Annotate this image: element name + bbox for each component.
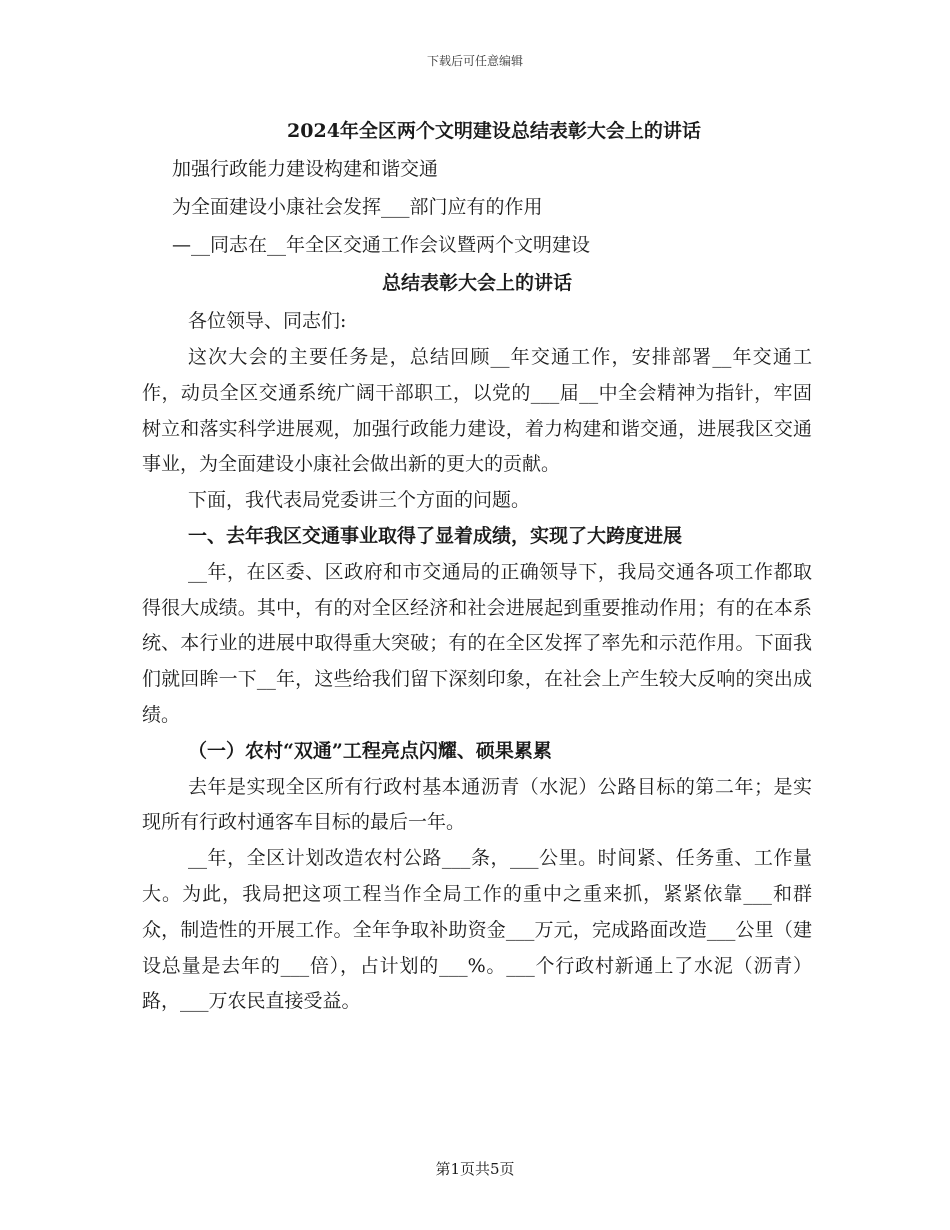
paragraph-intro: 这次大会的主要任务是，总结回顾__年交通工作，安排部署__年交通工作，动员全区交通系统广阔干部职工，以党的___届__中全会精神为指针，牢固树立和落实科学进展观，加强行政能力建设，着力构建和谐交通，进展我区交通事业，为全面建设小康社会做出新的更大的贡献。 xyxy=(142,346,812,476)
section-heading-1: 一、去年我区交通事业取得了显着成绩，实现了大跨度进展 xyxy=(188,524,683,547)
section-1-paragraph: __年，在区委、区政府和市交通局的正确领导下，我局交通各项工作都取得很大成绩。其中，有的对全区经济和社会进展起到重要推动作用；有的在本系统、本行业的进展中取得重大突破；有的在全区发挥了率先和示范作用。下面我们就回眸一下__年，这些给我们留下深刻印象，在社会上产生较大反响的突出成绩。 xyxy=(142,560,812,726)
subtitle-bold: 总结表彰大会上的讲话 xyxy=(381,272,572,294)
subtitle-line-2: 为全面建设小康社会发挥___部门应有的作用 xyxy=(172,196,543,218)
subtitle-line-1: 加强行政能力建设构建和谐交通 xyxy=(172,158,439,180)
document-title: 2024年全区两个文明建设总结表彰大会上的讲话 xyxy=(287,120,701,142)
document-page xyxy=(142,112,812,1020)
subsection-heading-1: （一）农村“双通”工程亮点闪耀、硕果累累 xyxy=(188,739,552,762)
subtitle-line-3: —__同志在__年全区交通工作会议暨两个文明建设 xyxy=(172,234,591,256)
subsection-1-paragraph-1: 去年是实现全区所有行政村基本通沥青（水泥）公路目标的第二年；是实现所有行政村通客车目标的最后一年。 xyxy=(142,775,812,834)
page-footer: 第1页共5页 xyxy=(435,1160,515,1178)
paragraph-outline: 下面，我代表局党委讲三个方面的问题。 xyxy=(188,489,531,512)
header-note: 下载后可任意编辑 xyxy=(426,54,523,68)
subsection-1-paragraph-2: __年，全区计划改造农村公路___条，___公里。时间紧、任务重、工作量大。为此，我局把这项工程当作全局工作的重中之重来抓，紧紧依靠___和群众，制造性的开展工作。全年争取补助资金___万元，完成路面改造___公里（建设总量是去年的___倍），占计划的___%。___个行政村新通上了水泥（沥青）路，___万农民直接受益。 xyxy=(142,847,812,1013)
salutation: 各位领导、同志们: xyxy=(188,310,347,332)
